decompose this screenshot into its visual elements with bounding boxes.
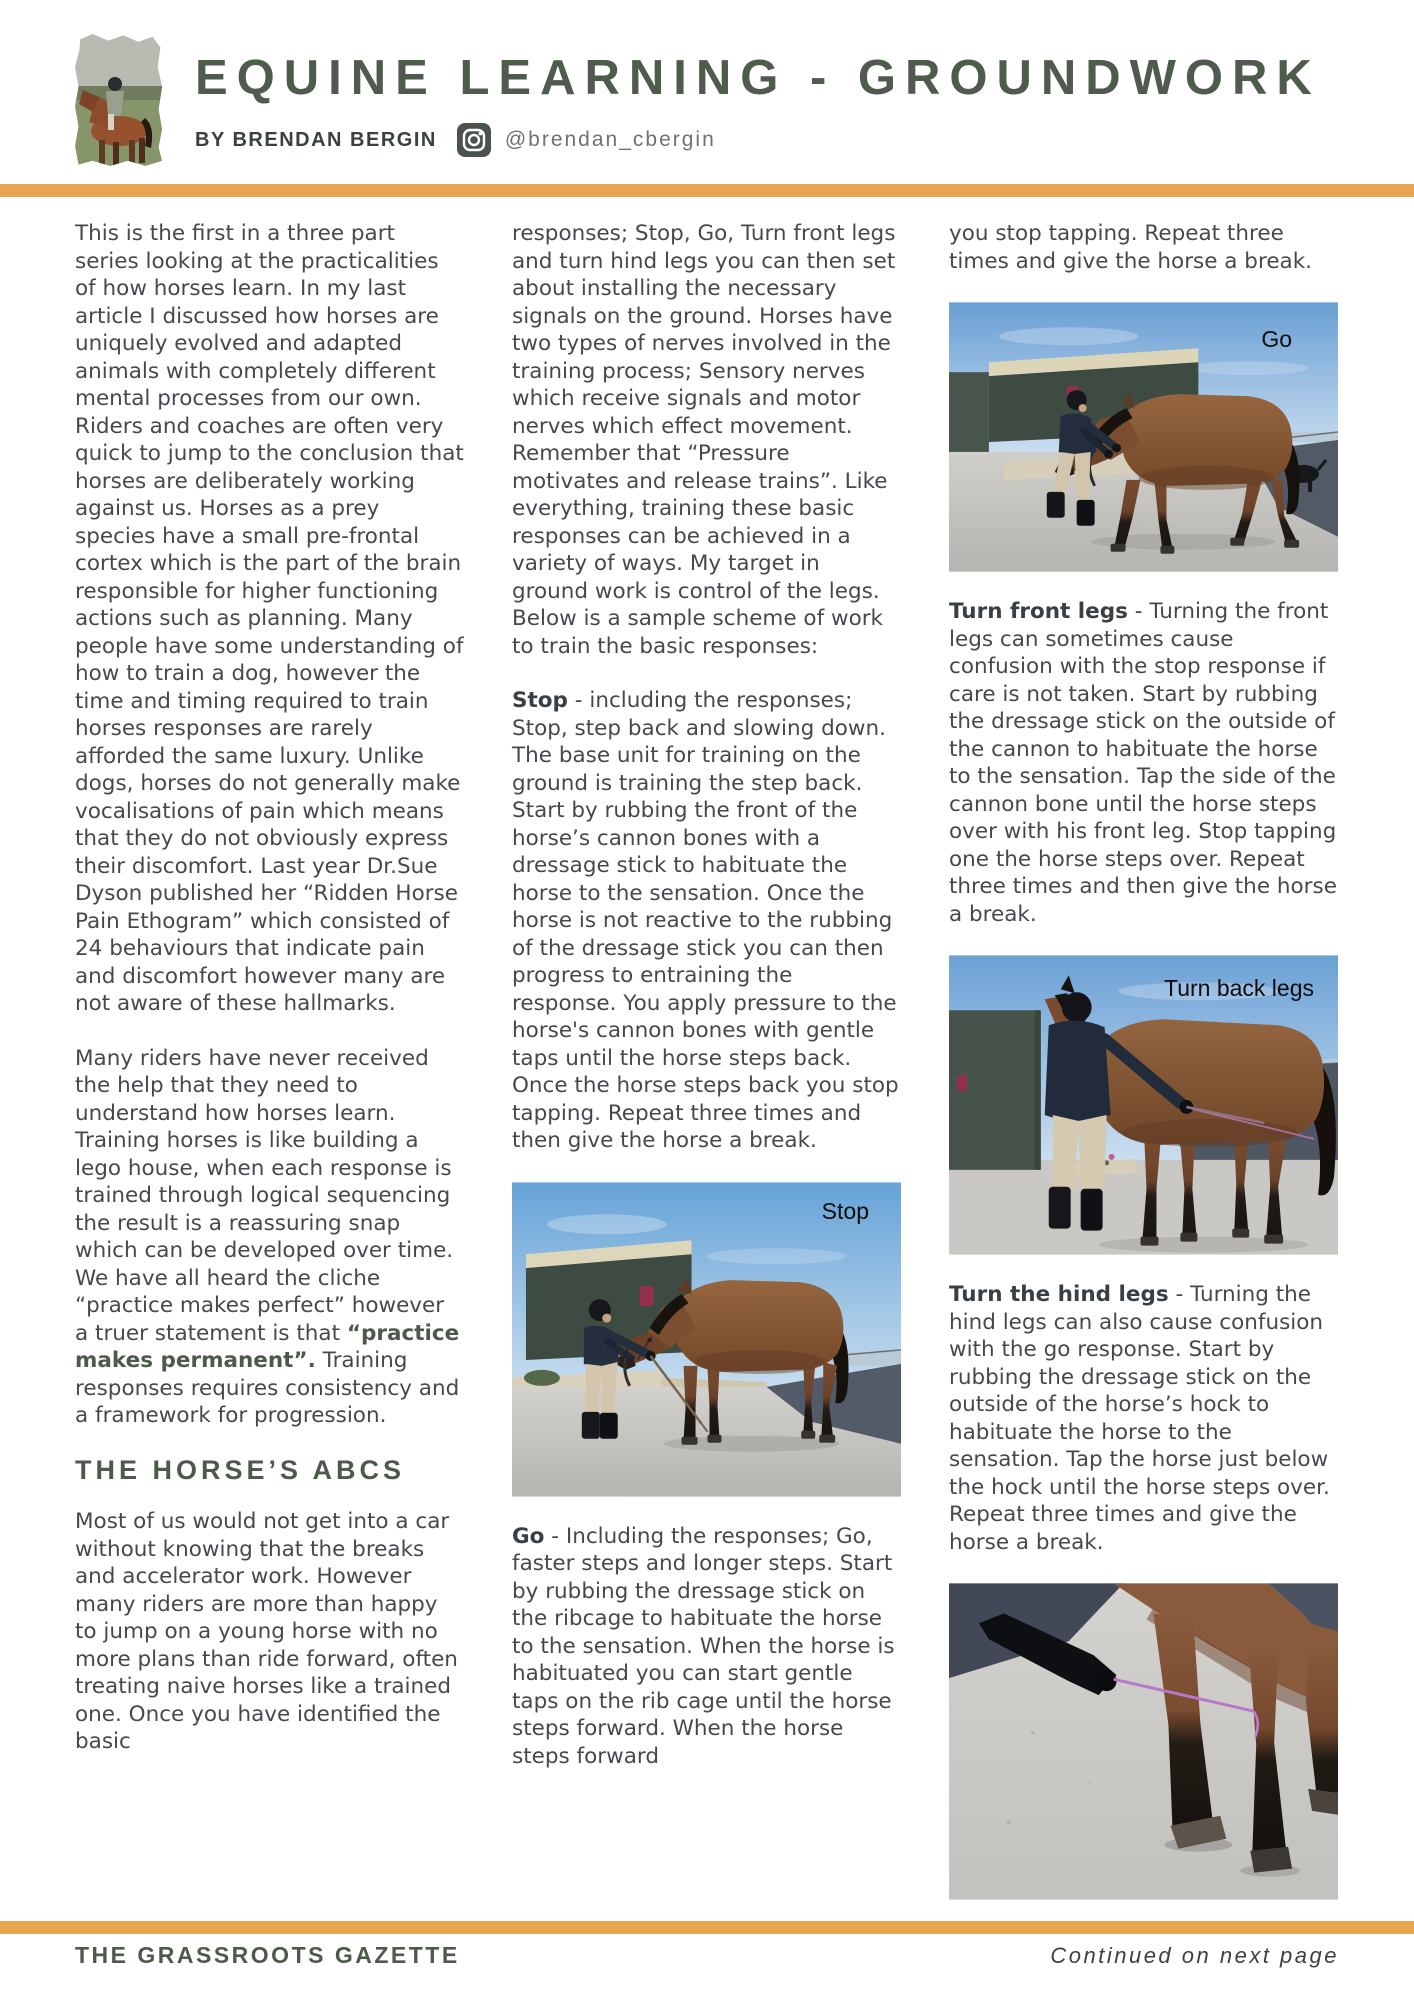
page-footer <box>75 1942 1339 1969</box>
paragraph-text: - Including the responses; Go, faster steps and longer steps. Start by rubbing the dressage stick on the ribcage to habituate the horse to the sensation. When the horse is habituated you can start gentle taps on the rib cage until the horse steps forward. When the horse steps forward <box>512 1523 895 1769</box>
page-title: EQUINE LEARNING - GROUNDWORK <box>195 51 1321 105</box>
byline: BY BRENDAN BERGIN <box>195 128 437 151</box>
top-divider-bar <box>0 184 1414 197</box>
paragraph: This is the first in a three part series looking at the practicalities of how horses learn. In my last article I discussed how horses are uniquely evolved and adapted animals with completely different mental processes from our own. Riders and coaches are often very quick to jump to the conclusion that horses are deliberately working against us. Horses as a prey species have a small pre-frontal cortex which is the part of the brain responsible for higher functioning actions such as planning. Many people have some understanding of how to train a dog, however the time and timing required to train horses responses are rarely afforded the same luxury. Unlike dogs, horses do not generally make vocalisations of pain which means that they do not obviously express their discomfort. Last year Dr.Sue Dyson published her “Ridden Horse Pain Ethogram” which consisted of 24 behaviours that indicate pain and discomfort however many are not aware of these hallmarks. <box>75 221 464 1016</box>
turn-front-legs-label: Turn front legs <box>949 599 1128 624</box>
go-label: Go <box>512 1523 545 1549</box>
column-3 <box>949 220 1338 1926</box>
photo-caption-turn-back-legs: Turn back legs <box>1164 975 1314 1001</box>
photo-stop-exercise <box>512 1182 901 1497</box>
section-heading-horses-abcs: THE HORSE’S ABCS <box>75 1454 406 1485</box>
paragraph-text: Many riders have never received the help that they need to understand how horses learn. Training horses is like building a lego house, when each response is trained through logical sequencing the result is a reassuring snap which can be developed over time. We have all heard the cliche “practice makes perfect” however a truer statement is that <box>75 1045 454 1346</box>
paragraph: you stop tapping. Repeat three times and give the horse a break. <box>949 221 1313 274</box>
photo-hind-legs-closeup <box>949 1583 1338 1900</box>
header-text <box>195 34 1354 157</box>
hind-legs-photo-illustration <box>949 1583 1338 1900</box>
photo-caption-go: Go <box>1261 326 1292 352</box>
instagram-icon <box>457 123 491 157</box>
byline-row <box>195 123 1354 157</box>
publication-name: THE GRASSROOTS GAZETTE <box>75 1942 460 1968</box>
paragraph-text: - Turning the hind legs can also cause confusion with the go response. Start by rubbing the dressage stick on the outside of the horse’s hock to habituate the horse to the sensation. Tap the horse just below the hock until the horse steps over. Repeat three times and give the horse a break. <box>949 1282 1330 1555</box>
masthead-photo-rider-on-horse <box>75 34 163 166</box>
column-2 <box>512 220 901 1926</box>
paragraph-stop <box>512 687 901 1155</box>
page-header <box>75 34 1354 166</box>
paragraph-text: Training responses requires consistency and a framework for progression. <box>75 1348 460 1428</box>
stop-label: Stop <box>512 688 568 713</box>
turn-hind-legs-label: Turn the hind legs <box>949 1282 1169 1307</box>
paragraph-text: - including the responses; Stop, step back and slowing down. The base unit for training on the ground is training the step back. Start by rubbing the front of the horse’s cannon bones with a dressage stick to habituate the horse to the sensation. Once the horse is not reactive to the rubbing of the dressage stick you can then progress to entraining the response. You apply pressure to the horse's cannon bones with gentle taps until the horse steps back. Once the horse steps back you stop tapping. Repeat three times and then give the horse a break. <box>512 688 899 1153</box>
emphasis-practice-makes-permanent: “practice makes permanent”. <box>75 1320 460 1373</box>
stop-photo-illustration <box>512 1182 901 1497</box>
article-columns <box>75 220 1339 1926</box>
logo-illustration <box>75 34 163 166</box>
instagram-handle: @brendan_cbergin <box>504 128 716 151</box>
paragraph-go <box>512 1523 901 1771</box>
bottom-divider-bar <box>0 1921 1414 1934</box>
photo-turn-back-legs-exercise <box>949 955 1338 1255</box>
paragraph-turn-front <box>949 598 1338 928</box>
photo-caption-stop: Stop <box>821 1197 869 1224</box>
continued-note: Continued on next page <box>1050 1943 1339 1968</box>
paragraph <box>75 1045 464 1430</box>
paragraph-text: - Turning the front legs can sometimes cause confusion with the stop response if care is not taken. Start by rubbing the dressage stick on the outside of the cannon to habituate the horse to the sensation. Tap the side of the cannon bone until the horse steps over with his front leg. Stop tapping one the horse steps over. Repeat three times and then give the horse a break. <box>949 599 1337 927</box>
column-1 <box>75 220 464 1926</box>
paragraph-turn-hind <box>949 1281 1338 1556</box>
paragraph: responses; Stop, Go, Turn front legs and turn hind legs you can then set about installing the necessary signals on the ground. Horses have two types of nerves involved in the training process; Sensory nerves which receive signals and motor nerves which effect movement. Remember that “Pressure motivates and release trains”. Like everything, training these basic responses can be achieved in a variety of ways. My target in ground work is control of the legs. Below is a sample scheme of work to train the basic responses: <box>512 221 896 659</box>
paragraph: Most of us would not get into a car without knowing that the breaks and accelerator work. However many riders are more than happy to jump on a young horse with no more plans than ride forward, often treating naive horses like a trained one. Once you have identified the basic <box>75 1509 458 1754</box>
photo-go-exercise <box>949 302 1338 572</box>
